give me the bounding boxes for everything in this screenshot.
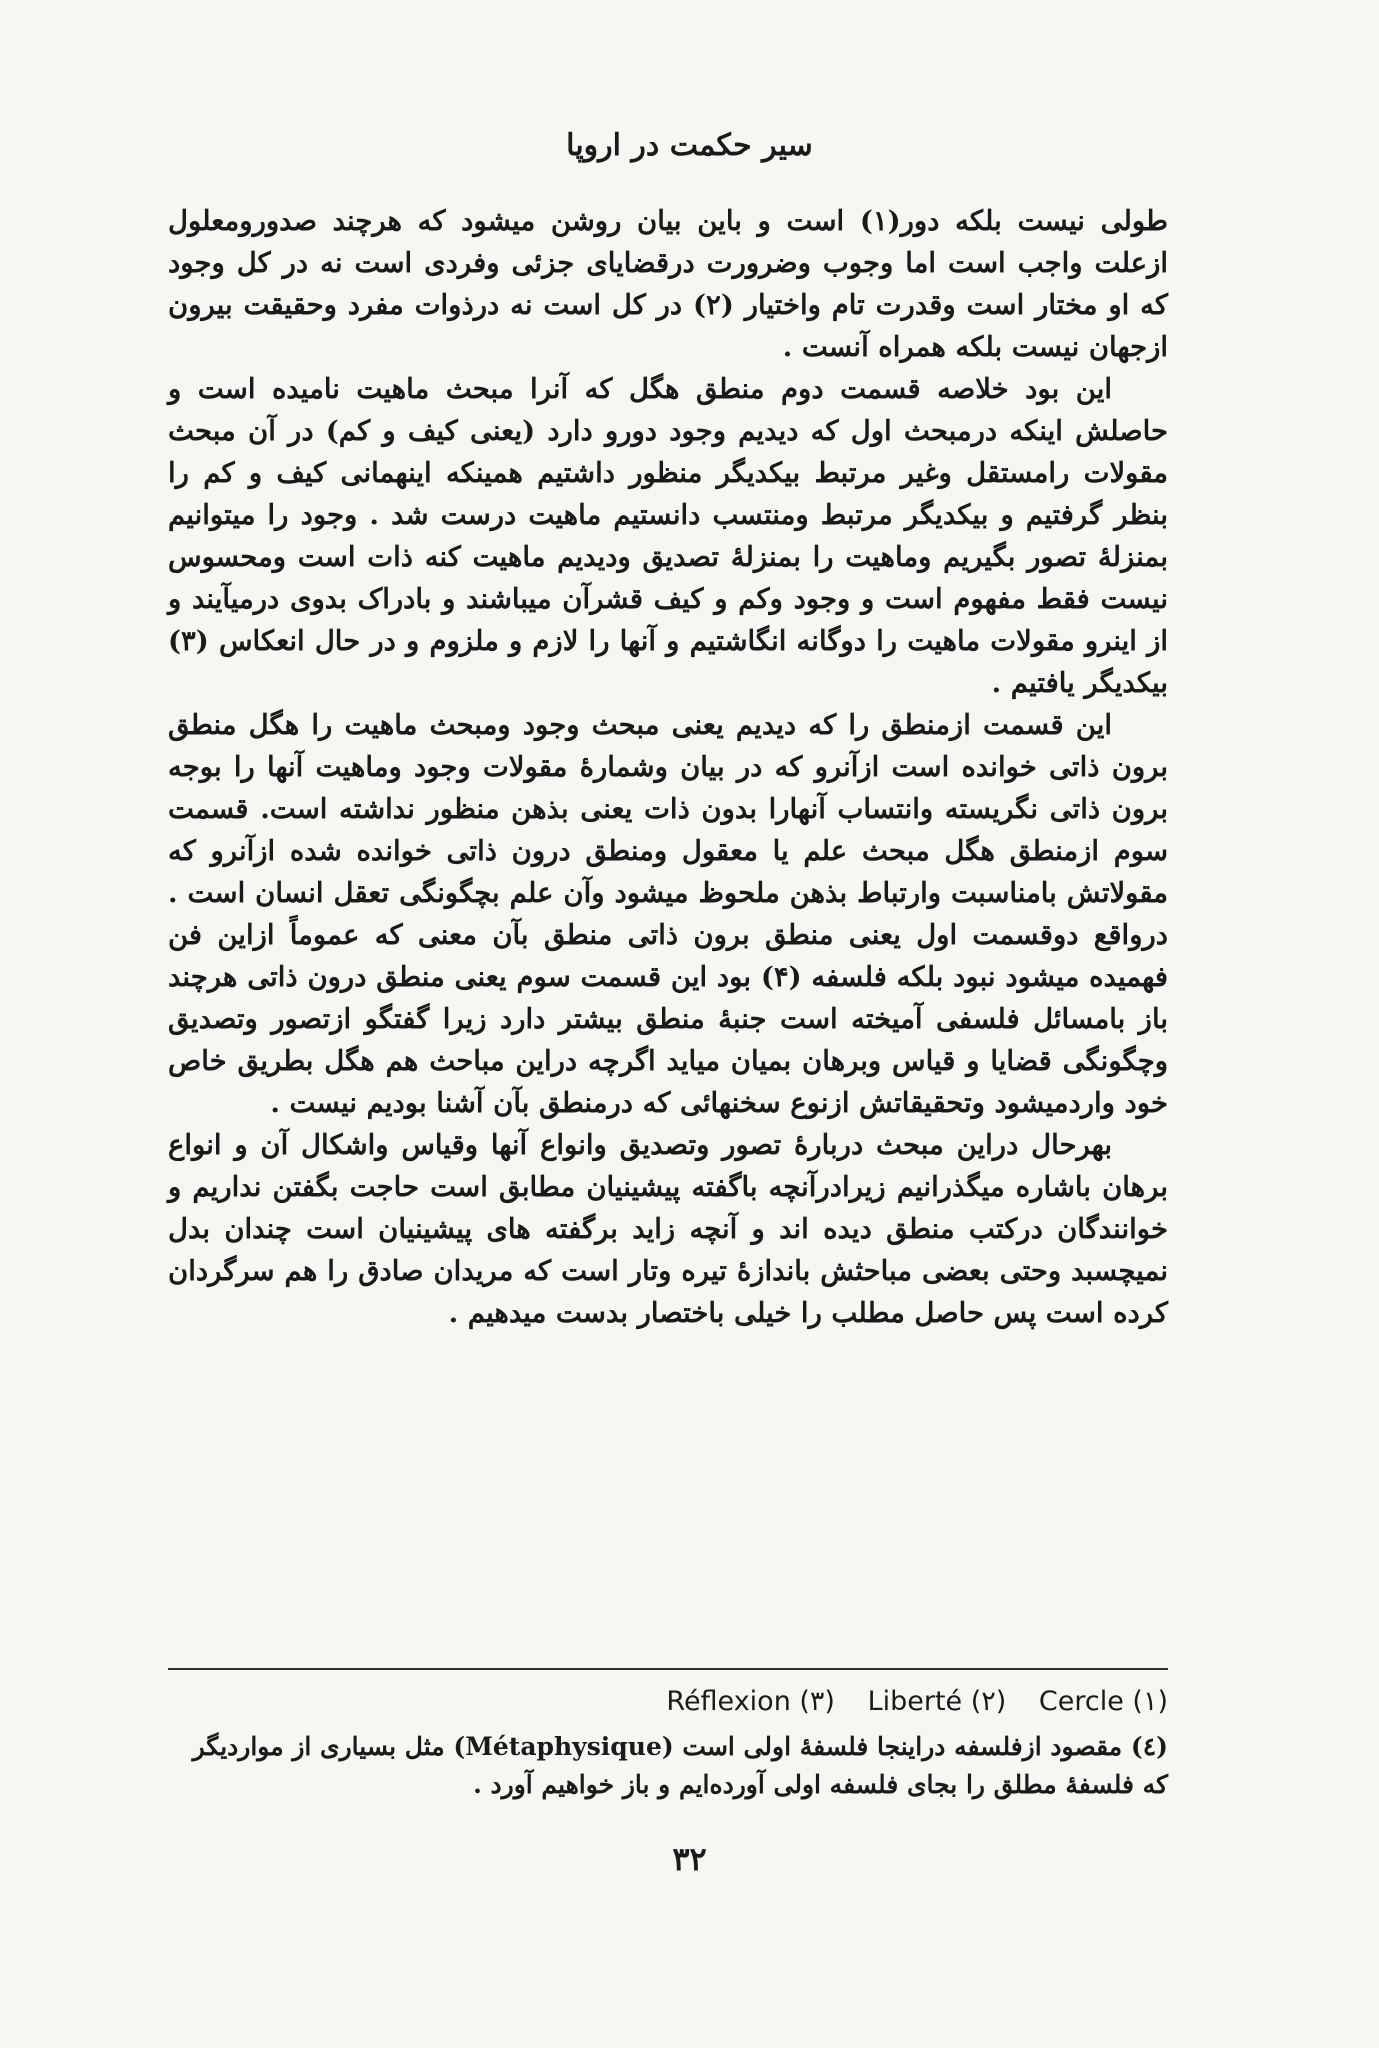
paragraph: این بود خلاصه قسمت دوم منطق هگل که آنرا مبحث ماهیت نامیده است و حاصلش اینکه درمبحث اول که دیدیم وجود دورو دارد (یعنی کیف و کم) در آن مبحث مقولات رامستقل وغیر مرتبط بیکدیگر منظور داشتیم همینکه اینهمانی کیف و کم را بنظر گرفتیم و بیکدیگر مرتبط ومنتسب دانستیم ماهیت درست شد . وجود را میتوانیم بمنزلهٔ تصور بگیریم وماهیت را بمنزلهٔ تصدیق ودیدیم ماهیت کنه ذات است ومحسوس نیست فقط مفهوم است و وجود وکم و کیف قشرآن میباشند و بادراک بدوی درمیآیند و از اینرو مقولات ماهیت را دوگانه انگاشتیم و آنها را لازم و ملزوم و در حال انعکاس (۳) بیکدیگر یافتیم . [168, 373, 1168, 699]
footnote-term-3: Réflexion (۳) [666, 1686, 835, 1717]
footnote-divider [168, 1668, 1168, 1670]
paragraph: طولی نیست بلکه دور(۱) است و باین بیان روشن میشود که هرچند صدورومعلول ازعلت واجب است اما وجوب وضرورت درقضایای جزئی وفردی است نه در کل وجود که او مختار است وقدرت تام واختیار (۲) در کل است نه درذوات مفرد وحقیقت بیرون ازجهان نیست بلکه همراه آنست . [168, 205, 1169, 363]
footnote-4-line1: (٤) مقصود ازفلسفه دراینجا فلسفهٔ اولی است (Métaphysique) مثل بسیاری از مواردیگر [192, 1732, 1168, 1761]
running-header: سیر حکمت در اروپا [566, 128, 813, 163]
paragraph: این قسمت ازمنطق را که دیدیم یعنی مبحث وجود ومبحث ماهیت را هگل منطق برون ذاتی خوانده است ازآنرو که در بیان وشمارهٔ مقولات وجود وماهیت آنها را بوجه برون ذاتی نگریسته وانتساب آنهارا بدون ذات یعنی بذهن منظور نداشته است. قسمت سوم ازمنطق هگل مبحث علم یا معقول ومنطق درون ذاتی خوانده شده ازآنرو که مقولاتش بامناسبت وارتباط بذهن ملحوظ میشود وآن علم بچگونگی تعقل انسان است . درواقع دوقسمت اول یعنی منطق برون ذاتی منطق بآن معنی که عموماً ازاین فن فهمیده میشود نبود بلکه فلسفه (۴) بود این قسمت سوم یعنی منطق درون ذاتی هرچند باز بامسائل فلسفی آمیخته است جنبهٔ منطق بیشتر دارد زیرا گفتگو ازتصور وتصدیق وچگونگی قضایا و قیاس وبرهان بمیان میاید اگرچه دراین مباحث هم هگل بطریق خاص خود واردمیشود وتحقیقاتش ازنوع سخنهائی که درمنطق بآن آشنا بودیم نیست . [168, 709, 1168, 1119]
footnote-4-line2: که فلسفهٔ مطلق را بجای فلسفه اولی آورده‌ایم و باز خواهیم آورد . [473, 1770, 1168, 1799]
footnote-latin-terms [168, 1686, 1168, 1717]
paragraph: بهرحال دراین مبحث دربارهٔ تصور وتصدیق وانواع آنها وقیاس واشکال آن و انواع برهان باشاره میگذرانیم زیرادرآنچه باگفته پیشینیان مطابق است حاجت بگفتن نداریم و خوانندگان درکتب منطق دیده اند و آنچه زاید برگفته های پیشینیان است چندان بدل نمیچسبد وحتی بعضی مباحثش باندازهٔ تیره وتار است که مریدان صادق را هم سرگردان کرده است پس حاصل مطلب را خیلی باختصار بدست میدهیم . [168, 1129, 1168, 1329]
page-number: ۳۲ [672, 1840, 707, 1878]
footnote-term-2: Liberté (۲) [867, 1686, 1007, 1717]
footnote-term-1: Cercle (۱) [1038, 1686, 1168, 1717]
body-text [168, 200, 1168, 1334]
footnote-4 [168, 1728, 1168, 1804]
